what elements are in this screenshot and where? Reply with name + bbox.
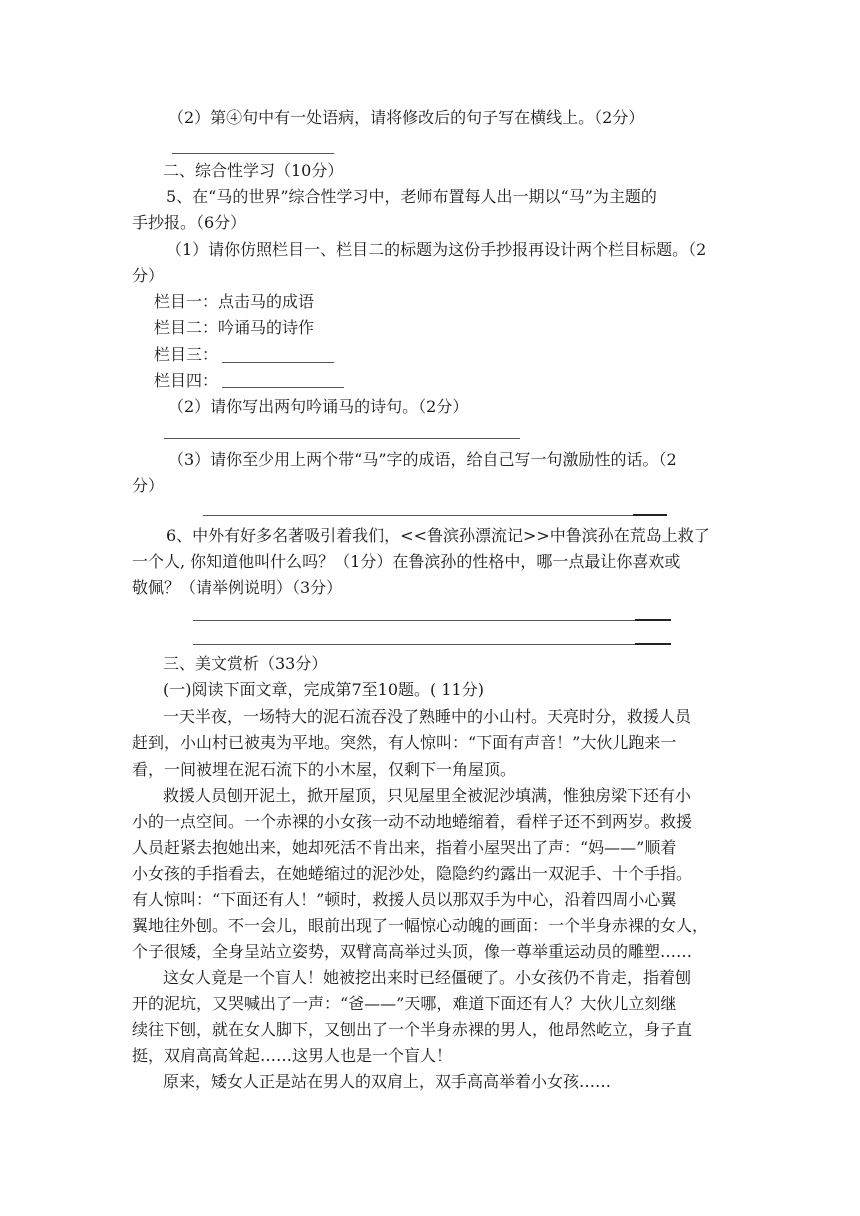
paragraph-2-line-2: 小的一点空间。一个赤裸的小女孩一动不动地蜷缩着，看样子还不到两岁。救援 — [132, 812, 693, 831]
section-3-heading: 三、美文赏析（33分） — [163, 654, 328, 673]
answer-line-5-3[interactable] — [203, 515, 633, 516]
question-5-2: （2）请你写出两句吟诵马的诗句。（2分） — [168, 397, 469, 416]
answer-line-6-a-end — [635, 619, 671, 621]
column-3: 栏目三： — [154, 345, 219, 364]
answer-line-4-2[interactable] — [172, 153, 334, 154]
paragraph-2-line-1: 救援人员刨开泥土，掀开屋顶，只见屋里全被泥沙填满，惟独房梁下还有小 — [163, 786, 692, 805]
paragraph-2-line-3: 人员赶紧去抱她出来，她却死活不肯出来，指着小屋哭出了声：“妈——”顺着 — [132, 838, 677, 857]
column-2: 栏目二：吟诵马的诗作 — [154, 318, 315, 337]
paragraph-2-line-5: 有人惊叫：“下面还有人！”顿时，救援人员以那双手为中心，沿着四周小心翼 — [132, 890, 677, 909]
paragraph-2-line-7: 个子很矮，全身呈站立姿势，双臂高高举过头顶，像一尊举重运动员的雕塑…… — [132, 942, 693, 961]
answer-line-column-3[interactable] — [222, 362, 334, 363]
paragraph-2-line-4: 小女孩的手指看去，在她蜷缩过的泥沙处，隐隐约约露出一双泥手、十个手指。 — [132, 864, 693, 883]
answer-line-column-4[interactable] — [222, 387, 344, 388]
question-6-line-3: 敬佩？（请举例说明）（3分） — [132, 578, 343, 597]
paragraph-1-line-2: 赶到，小山村已被夷为平地。突然，有人惊叫：“下面有声音！”大伙儿跑来一 — [132, 733, 677, 752]
paragraph-3-line-3: 续往下刨，就在女人脚下，又刨出了一个半身赤裸的男人，他昂然屹立，身子直 — [132, 1020, 693, 1039]
answer-line-6-a[interactable] — [193, 620, 635, 621]
paragraph-4-line-1: 原来，矮女人正是站在男人的双肩上，双手高高举着小女孩…… — [163, 1072, 612, 1091]
question-6-line-1: 6、中外有好多名著吸引着我们，<<鲁滨孙漂流记>>中鲁滨孙在荒岛上救了 — [166, 526, 710, 545]
paragraph-1-line-3: 看，一间被埋在泥石流下的小木屋，仅剩下一角屋顶。 — [132, 760, 517, 779]
answer-line-6-b-end — [635, 643, 671, 645]
paragraph-3-line-2: 开的泥坑，又哭喊出了一声：“爸——”天哪，难道下面还有人？大伙儿立刻继 — [132, 994, 677, 1013]
paragraph-3-line-1: 这女人竟是一个盲人！她被挖出来时已经僵硬了。小女孩仍不肯走，指着刨 — [163, 968, 692, 987]
section-2-heading: 二、综合性学习（10分） — [163, 161, 344, 180]
paragraph-2-line-6: 翼地往外刨。不一会儿，眼前出现了一幅惊心动魄的画面：一个半身赤裸的女人， — [132, 916, 709, 935]
answer-line-6-b[interactable] — [193, 644, 635, 645]
answer-line-5-2[interactable] — [164, 438, 520, 439]
question-5-line-1: 5、在“马的世界”综合性学习中，老师布置每人出一期以“马”为主题的 — [166, 187, 657, 206]
question-5-1-line-1: （1）请你仿照栏目一、栏目二的标题为这份手抄报再设计两个栏目标题。（2 — [166, 240, 707, 259]
reading-intro: (一)阅读下面文章，完成第7至10题。( 11分) — [163, 680, 484, 699]
question-4-2: （2）第④句中有一处语病，请将修改后的句子写在横线上。（2分） — [168, 108, 645, 127]
column-1: 栏目一：点击马的成语 — [154, 292, 315, 311]
question-5-line-2: 手抄报。（6分） — [132, 213, 247, 232]
paragraph-3-line-4: 挺，双肩高高耸起……这男人也是一个盲人！ — [132, 1046, 453, 1065]
paragraph-1-line-1: 一天半夜，一场特大的泥石流吞没了熟睡中的小山村。天亮时分，救援人员 — [163, 707, 692, 726]
answer-line-5-3-end — [633, 514, 667, 516]
question-5-1-line-2: 分） — [132, 266, 165, 285]
column-4: 栏目四： — [154, 371, 219, 390]
question-5-3-line-2: 分） — [132, 476, 165, 495]
question-6-line-2: 一个人, 你知道他叫什么吗？（1分）在鲁滨孙的性格中，哪一点最让你喜欢或 — [132, 552, 681, 571]
question-5-3-line-1: （3）请你至少用上两个带“马”字的成语，给自己写一句激励性的话。（2 — [168, 450, 677, 469]
